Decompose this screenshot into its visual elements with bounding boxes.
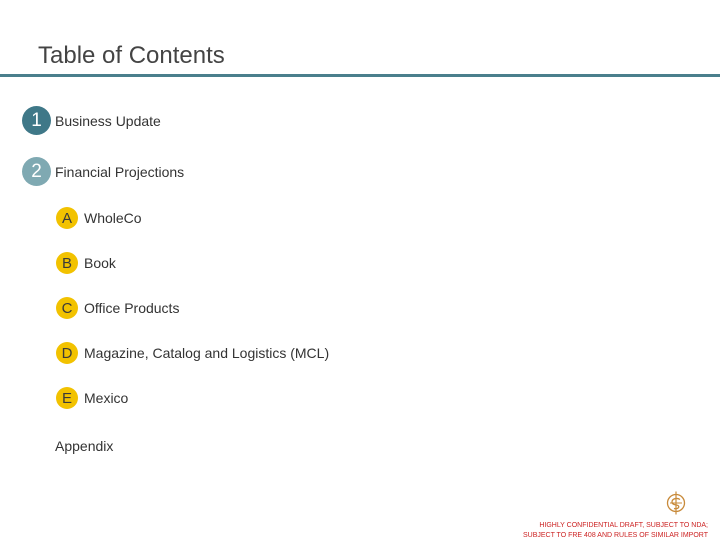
page-title: Table of Contents [38, 42, 225, 69]
toc-subsection-mexico[interactable] [56, 387, 128, 409]
disclaimer-line-1: HIGHLY CONFIDENTIAL DRAFT, SUBJECT TO NDA; [539, 522, 708, 529]
subsection-label: Book [84, 255, 116, 271]
toc-section-business-update[interactable] [22, 106, 161, 135]
subsection-letter-badge: B [56, 252, 78, 274]
title-divider [0, 74, 720, 77]
toc-subsection-office-products[interactable] [56, 297, 179, 319]
subsection-letter-badge: E [56, 387, 78, 409]
section-label: Financial Projections [55, 163, 185, 180]
subsection-letter-badge: C [56, 297, 78, 319]
subsection-letter-badge: A [56, 207, 78, 229]
toc-subsection-wholeco[interactable] [56, 207, 142, 229]
toc-subsection-mcl[interactable] [56, 342, 329, 364]
subsection-label: Office Products [84, 300, 180, 316]
company-logo-icon [664, 490, 688, 516]
section-label: Business Update [55, 112, 161, 129]
subsection-label: Mexico [84, 390, 129, 406]
disclaimer-line-2: SUBJECT TO FRE 408 AND RULES OF SIMILAR IMPORT [522, 531, 708, 539]
subsection-letter-badge: D [56, 342, 78, 364]
toc-appendix[interactable]: Appendix [55, 438, 114, 454]
section-number-badge: 2 [22, 157, 51, 186]
section-number-badge: 1 [22, 106, 51, 135]
subsection-label: Magazine, Catalog and Logistics (MCL) [84, 345, 330, 361]
subsection-label: WholeCo [84, 210, 142, 226]
toc-subsection-book[interactable] [56, 252, 116, 274]
toc-section-financial-projections[interactable] [22, 157, 184, 186]
confidentiality-disclaimer [523, 521, 708, 540]
